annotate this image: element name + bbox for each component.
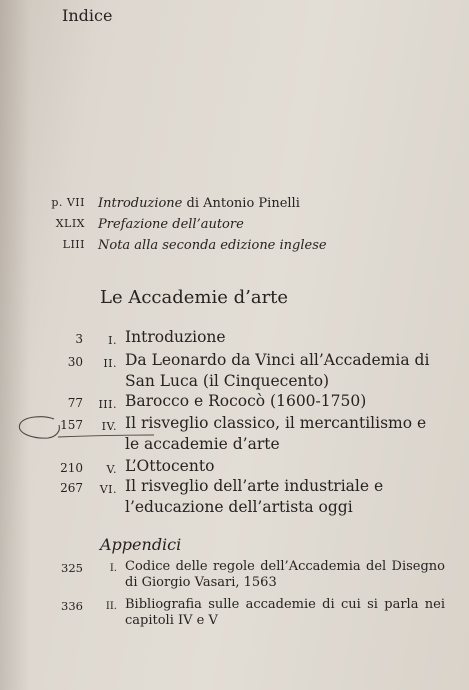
chapter-page: 210: [60, 461, 83, 475]
chapter-roman: II.: [103, 357, 117, 370]
appendix-title: Bibliografia sulle accademie di cui si parla nei capitoli IV e V: [125, 597, 445, 628]
section-title: Le Accademie d’arte: [100, 287, 289, 308]
chapter-roman: III.: [98, 398, 117, 411]
appendix-title: Codice delle regole dell’Accademia del Disegno di Giorgio Vasari, 1563: [125, 559, 445, 590]
chapter-title: Barocco e Rococò (1600-1750): [125, 392, 367, 410]
chapter-page: 77: [67, 396, 83, 410]
chapter-title: Il risveglio dell’arte industriale e l’educazione dell’artista oggi: [125, 477, 384, 516]
entry-title: Nota alla seconda edizione inglese: [98, 238, 327, 253]
chapter-roman: V.: [106, 463, 117, 476]
appendix-roman: I.: [109, 563, 117, 574]
appendix-page: 325: [61, 561, 83, 575]
chapter-title: Introduzione: [125, 328, 226, 346]
chapter-roman: IV.: [101, 420, 117, 433]
page-shadow: [0, 0, 30, 690]
chapter-roman: I.: [108, 334, 117, 347]
appendix-roman: II.: [105, 601, 117, 612]
chapter-title: L’Ottocento: [125, 457, 215, 475]
entry-page: p. VII: [51, 196, 85, 209]
chapter-roman: VI.: [99, 483, 117, 496]
chapter-page: 30: [67, 355, 83, 369]
entry-title: Prefazione dell’autore: [98, 217, 244, 232]
pencil-circle-mark: [14, 413, 164, 441]
page-header: Indice: [62, 6, 113, 25]
appendices-title: Appendici: [100, 535, 182, 554]
entry-page: XLIX: [55, 217, 85, 230]
entry-page: LIII: [62, 238, 85, 251]
chapter-title: Il risveglio classico, il mercantilismo e le accademie d’arte: [125, 414, 427, 453]
chapter-page: 267: [60, 481, 83, 495]
entry-title: Introduzione di Antonio Pinelli: [98, 196, 300, 211]
chapter-title: Da Leonardo da Vinci all’Accademia di San Luca (il Cinquecento): [125, 351, 430, 390]
chapter-page: 3: [75, 332, 83, 346]
chapter-page: 157: [60, 418, 83, 432]
appendix-page: 336: [61, 599, 83, 613]
